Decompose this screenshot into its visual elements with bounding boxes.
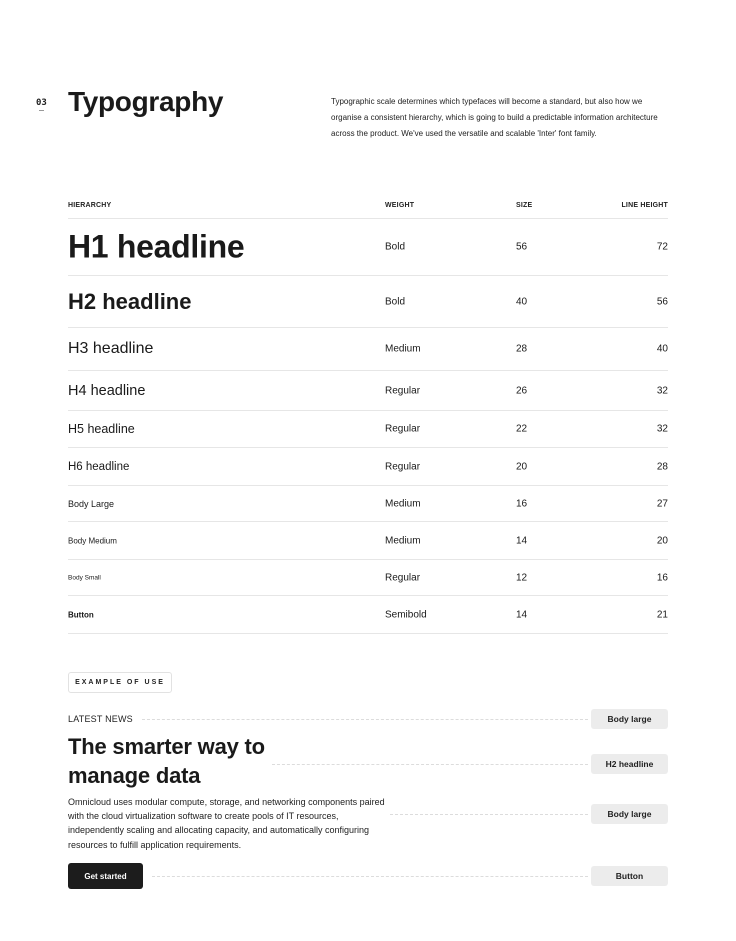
annotation-leader-line [142,719,588,720]
annotation-leader-line [390,814,588,815]
row-sample-h5: H5 headline [68,422,135,436]
annotation-tag-button: Button [591,866,668,886]
table-row [68,411,668,448]
table-row [68,219,668,276]
table-row [68,276,668,328]
get-started-button[interactable]: Get started [68,863,143,889]
page-title: Typography [68,86,224,117]
row-sample-body-small: Body Small [68,574,101,581]
table-row [68,596,668,634]
row-weight: Regular [385,461,421,472]
row-line-height: 72 [656,241,668,253]
typography-scale-table [68,196,668,634]
table-header [68,196,668,219]
row-weight: Bold [385,241,406,253]
row-line-height: 32 [656,423,668,435]
row-weight: Medium [385,498,421,509]
row-sample-body-large: Body Large [68,498,115,509]
row-line-height: 28 [656,461,668,472]
row-size: 16 [516,498,528,509]
table-row [68,522,668,560]
table-row [68,560,668,596]
row-weight: Regular [385,572,421,583]
annotation-leader-line [152,876,588,877]
section-number: 03 [36,98,47,108]
annotation-leader-line [272,764,588,765]
row-size: 40 [516,296,528,307]
example-body-text: Omnicloud uses modular compute, storage, and networking components paired with the cloud virtualization software to create pools of IT resources, independently scaling and allocating capacity, and automatically configuring resources to fulfill application requirements. [68,797,385,850]
example-of-use-badge: EXAMPLE OF USE [68,672,172,693]
header-weight: WEIGHT [385,202,415,209]
example-headline: The smarter way to manage data [68,734,265,788]
table-row [68,486,668,522]
row-sample-body-medium: Body Medium [68,536,117,545]
row-size: 22 [516,423,528,435]
row-weight: Regular [385,385,421,396]
row-line-height: 56 [656,296,668,307]
intro-paragraph: Typographic scale determines which typefaces will become a standard, but also how we organise a consistent hierarchy, which is going to build a predictable information architecture across the product. We've used the versatile and scalable 'Inter' font family. [331,97,658,138]
section-number-divider [39,110,44,111]
row-weight: Medium [385,535,421,546]
row-weight: Medium [385,343,421,355]
row-line-height: 21 [656,609,668,620]
row-weight: Bold [385,296,406,307]
row-line-height: 16 [656,572,668,583]
row-size: 26 [516,385,528,396]
annotation-tag-body-large: Body large [591,804,668,824]
row-line-height: 40 [656,343,668,355]
latest-news-kicker: LATEST NEWS [68,714,133,724]
annotation-tag-h2-headline: H2 headline [591,754,668,774]
header-size: SIZE [516,202,533,209]
row-size: 20 [516,461,528,472]
annotation-tag-body-large: Body large [591,709,668,729]
table-row [68,448,668,486]
header-line-height: LINE HEIGHT [621,202,668,209]
header-hierarchy: HIERARCHY [68,202,112,209]
row-weight: Regular [385,423,421,435]
table-row [68,328,668,371]
row-size: 12 [516,572,528,583]
row-sample-h1: H1 headline [68,228,245,265]
row-line-height: 20 [656,535,668,546]
row-sample-button: Button [68,610,94,619]
row-sample-h3: H3 headline [68,340,154,357]
row-size: 14 [516,535,528,546]
row-sample-h4: H4 headline [68,382,146,399]
row-size: 56 [516,241,528,253]
row-size: 28 [516,343,528,355]
row-sample-h2: H2 headline [68,288,192,314]
row-weight: Semibold [385,609,427,620]
row-line-height: 27 [656,498,668,509]
row-size: 14 [516,609,528,620]
row-line-height: 32 [656,385,668,396]
row-sample-h6: H6 headline [68,460,130,473]
table-row [68,371,668,411]
